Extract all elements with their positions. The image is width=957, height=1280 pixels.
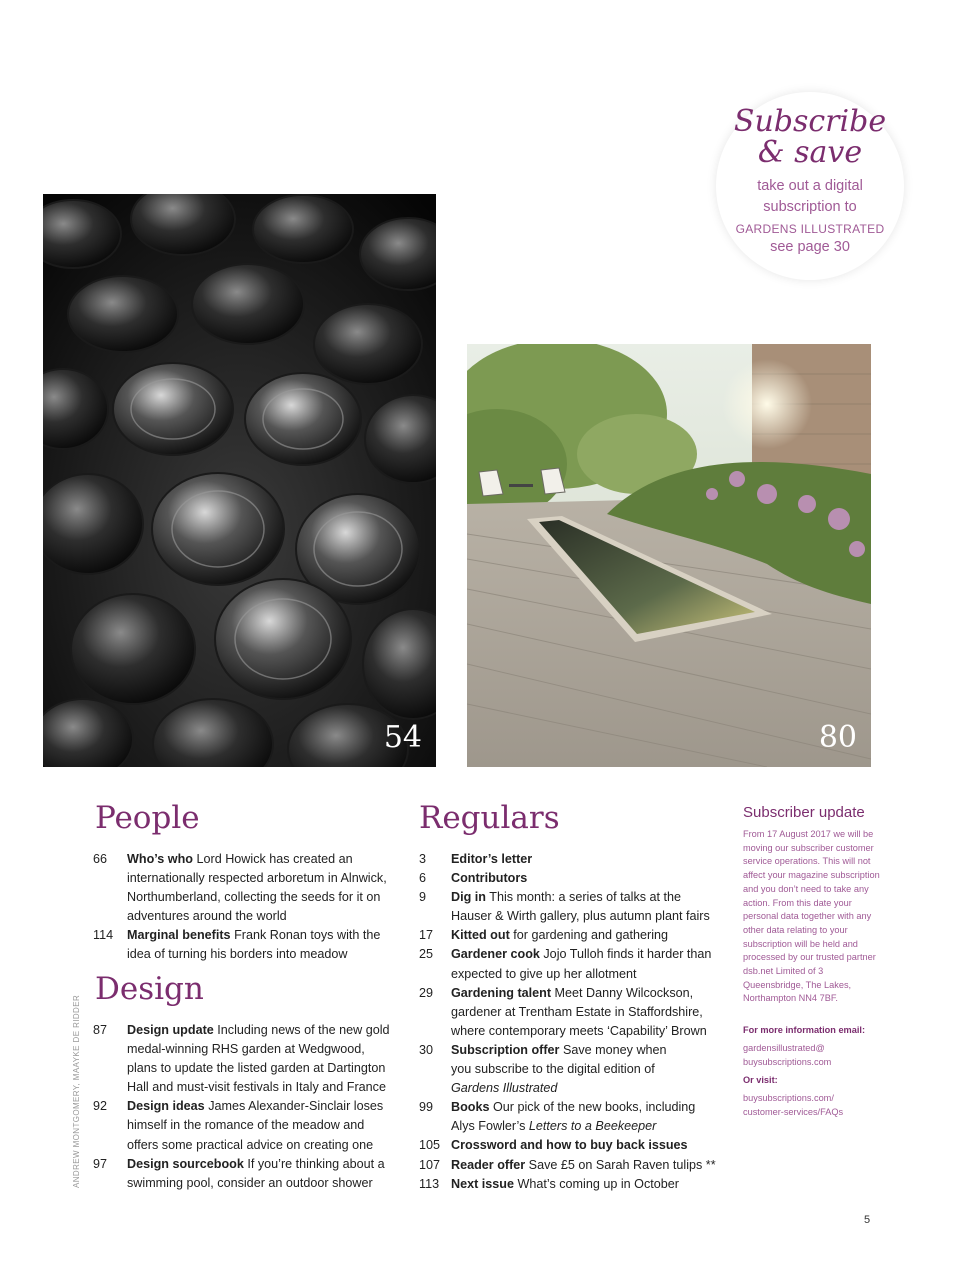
toc-entry[interactable]: [419, 926, 719, 945]
toc-entry[interactable]: [419, 888, 719, 907]
toc-description: gardener at Trentham Estate in Staffordshire,: [451, 1004, 703, 1019]
toc-description: Alys Fowler’s: [451, 1119, 529, 1134]
photo-liquorice-cakes: [43, 194, 436, 767]
badge-title-line1: Subscribe: [733, 104, 887, 139]
toc-page-number: 6: [419, 871, 427, 886]
toc-page-number: 92: [93, 1099, 108, 1114]
toc-description: This month: a series of talks at the: [485, 890, 682, 905]
toc-text: [451, 907, 719, 926]
toc-text: [127, 926, 393, 945]
badge-line1: take out a digital: [757, 178, 863, 194]
badge-line4: see page 30: [770, 239, 850, 255]
toc-entry: [93, 1136, 393, 1155]
toc-description: Lord Howick has created an: [193, 852, 353, 866]
toc-entry: [419, 1117, 719, 1136]
toc-entry[interactable]: [419, 869, 719, 888]
email-label: For more information email:: [743, 1025, 866, 1035]
toc-description: expected to give up her allotment: [451, 966, 637, 981]
toc-text: [451, 1117, 719, 1136]
toc-page-number: 114: [93, 928, 114, 943]
toc-description: What’s coming up in October: [514, 1176, 679, 1191]
toc-entry: [419, 1022, 719, 1041]
toc-entry[interactable]: [419, 850, 719, 869]
visit-link[interactable]: buysubscriptions.com/ customer-services/FAQs: [743, 1093, 844, 1117]
toc-page-number: [93, 907, 127, 926]
toc-title: Design update: [127, 1023, 214, 1037]
toc-entry: [419, 907, 719, 926]
toc-description: adventures around the world: [127, 909, 287, 924]
toc-page-number: [419, 1079, 451, 1098]
toc-text: [451, 965, 719, 984]
toc-page-number: [93, 1040, 127, 1059]
toc-entry: [93, 1059, 393, 1078]
toc-italic-title: Letters to a Beekeeper: [528, 1119, 657, 1134]
toc-description: Frank Ronan toys with the: [230, 928, 381, 943]
toc-entry: [93, 1116, 393, 1135]
toc-text: [451, 1136, 719, 1155]
page-number: 5: [864, 1214, 871, 1226]
toc-page-number: [93, 945, 127, 964]
regulars-list: [419, 850, 719, 1194]
toc-description: Jojo Tulloh finds it harder than: [539, 947, 712, 962]
toc-description: swimming pool, consider an outdoor shower: [127, 1175, 373, 1190]
toc-description: Meet Danny Wilcockson,: [551, 985, 694, 1000]
toc-entry[interactable]: [419, 1041, 719, 1060]
toc-page-number: [419, 1060, 451, 1079]
toc-entry: [93, 1078, 393, 1097]
toc-text: [127, 907, 393, 926]
toc-entry: [419, 1060, 719, 1079]
toc-description: Our pick of the new books, including: [489, 1100, 696, 1115]
toc-page-number: 87: [93, 1023, 108, 1037]
toc-text: [127, 1136, 393, 1155]
toc-title: Crossword and how to buy back issues: [451, 1138, 688, 1153]
toc-page-number: 25: [419, 947, 434, 962]
toc-description: idea of turning his borders into meadow: [127, 947, 348, 962]
toc-page-number: [93, 1116, 127, 1135]
toc-page-number: 9: [419, 890, 427, 905]
liquorice-cakes-image: [43, 194, 436, 767]
toc-entry[interactable]: [93, 850, 393, 869]
design-heading: Design: [95, 971, 204, 1007]
toc-text: [127, 888, 393, 907]
toc-title: Contributors: [451, 871, 528, 886]
toc-text: [451, 1175, 719, 1194]
toc-text: [451, 926, 719, 945]
toc-entry: [93, 1174, 393, 1193]
toc-description: Hall and must-visit festivals in Italy and France: [127, 1080, 386, 1095]
subscriber-update-body: From 17 August 2017 we will be moving our subscriber customer service operations. This will not affect your magazine subscription and you don’t need to take any action. From this date your personal data together with any other data relating to your subscription will be held and processed by our trusted partner dsb.net Limited of 3 Queensbridge, The Lakes, Northampton NN4 7BF.: [743, 829, 880, 1004]
regulars-heading: Regulars: [419, 800, 560, 836]
badge-title: [716, 106, 904, 168]
toc-description: If you’re thinking about a: [243, 1156, 385, 1171]
toc-entry[interactable]: [419, 984, 719, 1003]
toc-description: Save money when: [559, 1042, 667, 1057]
toc-text: [451, 945, 719, 964]
toc-text: [127, 1097, 393, 1116]
toc-page-number: [419, 1022, 451, 1041]
people-list: [93, 850, 393, 965]
toc-description: offers some practical advice on creating one: [127, 1137, 374, 1152]
toc-text: [451, 1022, 719, 1041]
toc-title: Design sourcebook: [127, 1156, 244, 1171]
toc-text: [451, 869, 719, 888]
toc-title: Kitted out: [451, 928, 510, 943]
toc-text: [451, 1156, 719, 1175]
toc-page-number: [419, 965, 451, 984]
toc-page-number: 97: [93, 1156, 108, 1171]
toc-title: Next issue: [451, 1176, 514, 1191]
toc-page-number: [93, 1174, 127, 1193]
toc-page-number: 29: [419, 985, 434, 1000]
toc-description: Hauser & Wirth gallery, plus autumn plant fairs: [451, 909, 710, 924]
toc-text: [451, 984, 719, 1003]
toc-title: Reader offer: [451, 1157, 526, 1172]
badge-line3: GARDENS ILLUSTRATED: [735, 222, 885, 236]
toc-page-number: 3: [419, 852, 427, 866]
toc-text: [451, 1098, 719, 1117]
toc-text: [451, 1003, 719, 1022]
toc-entry[interactable]: [419, 945, 719, 964]
toc-page-number: 113: [419, 1176, 440, 1191]
toc-entry[interactable]: [419, 1156, 719, 1175]
toc-page-number: [419, 1003, 451, 1022]
toc-page-number: 99: [419, 1100, 434, 1115]
photo-garden-deck: [467, 344, 871, 767]
badge-line2: subscription to: [763, 199, 857, 215]
toc-page-number: [93, 1078, 127, 1097]
toc-title: Marginal benefits: [127, 928, 231, 943]
toc-title: Dig in: [451, 890, 486, 905]
toc-page-number: 105: [419, 1138, 441, 1153]
toc-description: medal-winning RHS garden at Wedgwood,: [127, 1042, 365, 1057]
toc-entry: [93, 945, 393, 964]
toc-italic-title: Gardens Illustrated: [451, 1081, 558, 1096]
toc-description: you subscribe to the digital edition of: [451, 1062, 655, 1077]
toc-entry: [419, 1003, 719, 1022]
toc-text: [127, 1040, 393, 1059]
toc-text: [127, 1116, 393, 1135]
subscriber-update-heading: Subscriber update: [743, 804, 865, 821]
toc-page-number: [93, 869, 127, 888]
toc-entry: [419, 1079, 719, 1098]
toc-entry[interactable]: [93, 1097, 393, 1116]
photo-page-number-80: 80: [818, 720, 857, 755]
toc-page-number: [93, 1059, 127, 1078]
toc-page-number: 107: [419, 1157, 441, 1172]
toc-description: Northumberland, collecting the seeds for it on: [127, 890, 381, 905]
toc-page-number: [93, 888, 127, 907]
toc-page-number: [93, 1136, 127, 1155]
visit-label: Or visit:: [743, 1075, 778, 1085]
email-link[interactable]: gardensillustrated@ buysubscriptions.com: [743, 1043, 832, 1067]
toc-description: James Alexander-Sinclair loses: [204, 1099, 384, 1114]
design-list: [93, 1021, 393, 1193]
toc-text: [451, 888, 719, 907]
toc-description: where contemporary meets ‘Capability’ Brown: [451, 1023, 707, 1038]
toc-text: [127, 869, 393, 888]
subscribe-badge[interactable]: [716, 92, 904, 280]
toc-text: [127, 1155, 393, 1174]
toc-text: [127, 945, 393, 964]
toc-title: Who’s who: [127, 852, 193, 866]
toc-entry: [93, 888, 393, 907]
toc-text: [127, 1059, 393, 1078]
garden-deck-image: [467, 344, 871, 767]
toc-entry[interactable]: [93, 1155, 393, 1174]
toc-entry[interactable]: [419, 1175, 719, 1194]
toc-description: plans to update the listed garden at Dartington: [127, 1061, 386, 1076]
toc-entry: [93, 869, 393, 888]
toc-description: himself in the romance of the meadow and: [127, 1118, 365, 1133]
toc-description: Including news of the new gold: [213, 1023, 390, 1037]
toc-page-number: 66: [93, 852, 108, 866]
toc-page-number: 30: [419, 1042, 434, 1057]
toc-page-number: 17: [419, 928, 434, 943]
toc-title: Gardening talent: [451, 985, 552, 1000]
toc-entry[interactable]: [93, 926, 393, 945]
toc-entry: [93, 1040, 393, 1059]
toc-text: [127, 1021, 393, 1040]
toc-entry[interactable]: [419, 1098, 719, 1117]
people-heading: People: [95, 800, 200, 836]
toc-entry: [93, 907, 393, 926]
photo-page-number-54: 54: [383, 720, 422, 755]
toc-title: Design ideas: [127, 1099, 205, 1114]
toc-text: [127, 1174, 393, 1193]
toc-text: [127, 850, 393, 869]
toc-text: [127, 1078, 393, 1097]
toc-page-number: [419, 1117, 451, 1136]
toc-entry[interactable]: [419, 1136, 719, 1155]
toc-description: Save £5 on Sarah Raven tulips **: [525, 1157, 716, 1172]
toc-text: [451, 1060, 719, 1079]
toc-page-number: [419, 907, 451, 926]
toc-description: internationally respected arboretum in Alnwick,: [127, 871, 387, 886]
toc-title: Books: [451, 1100, 490, 1115]
toc-title: Subscription offer: [451, 1042, 560, 1057]
badge-title-line2: & save: [757, 135, 863, 170]
toc-entry: [419, 965, 719, 984]
toc-entry[interactable]: [93, 1021, 393, 1040]
toc-description: for gardening and gathering: [509, 928, 669, 943]
toc-text: [451, 1079, 719, 1098]
toc-text: [451, 1041, 719, 1060]
photo-credit: ANDREW MONTGOMERY, MAAYKE DE RIDDER: [72, 994, 81, 1188]
toc-title: Editor’s letter: [451, 852, 533, 866]
toc-title: Gardener cook: [451, 947, 540, 962]
toc-text: [451, 850, 719, 869]
